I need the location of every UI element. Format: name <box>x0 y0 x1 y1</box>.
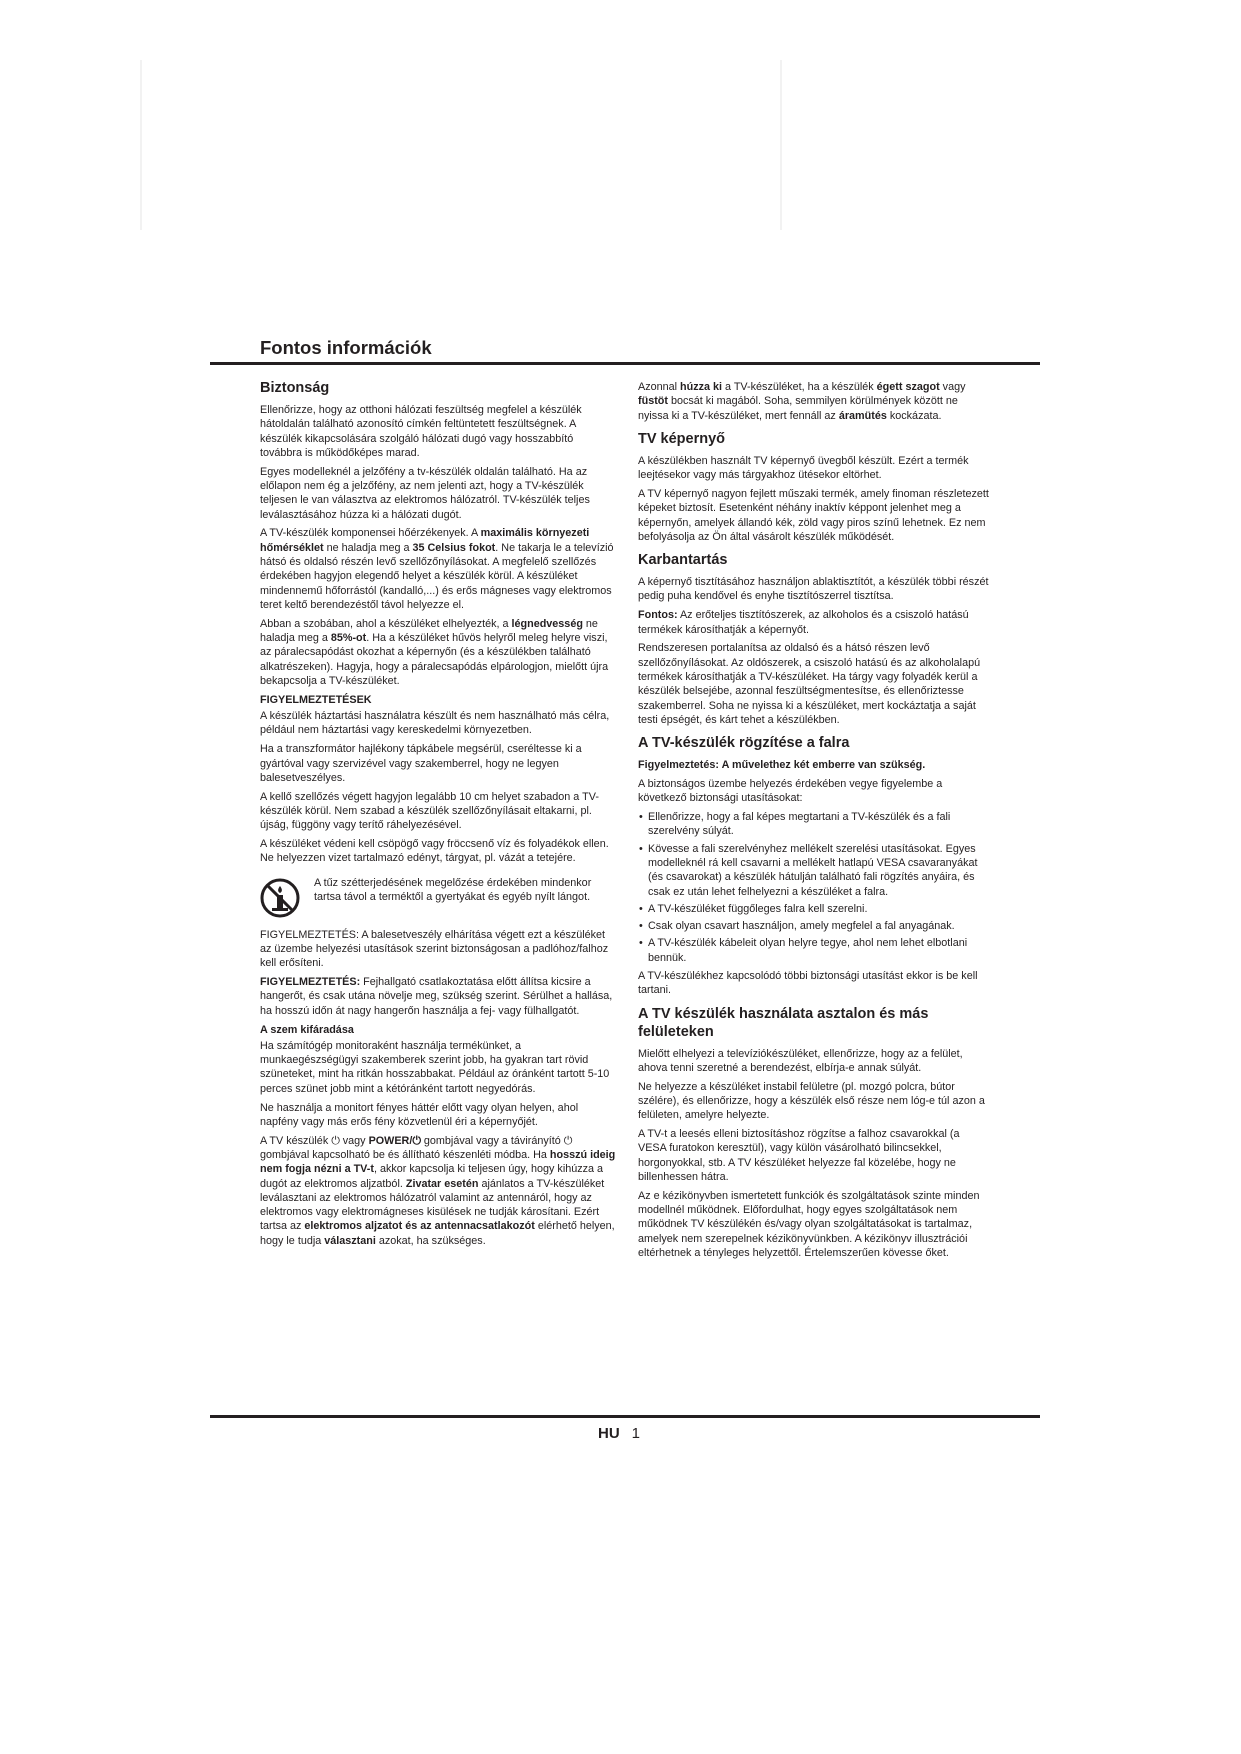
maintenance-paragraph: A képernyő tisztításához használjon ablaktisztítót, a készülék többi részét pedig puha kendővel és enyhe tisztítószerrel tisztítsa. <box>638 576 989 603</box>
warnings-heading: FIGYELMEZTETÉSEK <box>260 694 372 707</box>
safety-heading: Biztonság <box>260 380 330 396</box>
wall-mount-intro: A biztonságos üzembe helyezés érdekében vegye figyelembe a következő biztonsági utasításokat: <box>638 777 943 805</box>
list-item: • A TV-készüléket függőleges falra kell szerelni. <box>648 902 990 916</box>
fire-warning-text: A tűz szétterjedésének megelőzése érdekében mindenkor tartsa távol a terméktől a gyertyákat és egyéb nyílt lángot. <box>314 876 592 903</box>
tv-screen-heading: TV képernyő <box>638 430 726 447</box>
wall-mount-heading: A TV-készülék rögzítése a falra <box>638 735 850 752</box>
eye-paragraph: Ha számítógép monitoraként használja termékünket, a munkaegészségügyi szakemberek szerint jobb, ha gyakran tart rövid szüneteket, mint ha ritkán hosszabbakat. Például az óránként tartott 5-10 perces szünet jobb mint a kétóránként tartott negyedórás. <box>260 1039 610 1095</box>
maintenance-paragraph: Fontos: Az erőteljes tisztítószerek, az alkoholos és a csiszoló hatású termékek károsíthatják a képernyőt. <box>638 609 969 636</box>
page-number: 1 <box>631 1425 641 1442</box>
footer-rule <box>210 1415 1040 1418</box>
left-column <box>260 379 616 1253</box>
table-paragraph: A TV-t a leesés elleni biztosításhoz rögzítse a falhoz csavarokkal (a VESA furatokon keresztül), vagy külön vásárolható bilincsekkel, horgonyokkal, stb. A TV készüléket helyezze fal közelébe, hogy ne billenhessen hátra. <box>638 1128 960 1183</box>
scan-artifact-right <box>780 60 782 230</box>
wall-mount-warning: Figyelmeztetés: A művelethez két emberre van szükség. <box>638 759 926 772</box>
header-rule <box>210 362 1040 365</box>
warning-paragraph: Ha a transzformátor hajlékony tápkábele megsérül, cseréltesse ki a gyártóval vagy szervizével vagy szakemberrel, hogy ne legyen balesetveszélyes. <box>260 743 582 784</box>
maintenance-heading: Karbantartás <box>638 552 728 569</box>
table-paragraph: Mielőtt elhelyezi a televíziókészüléket, ellenőrizze, hogy az a felület, ahova tenni szeretné a berendezést, elbírja-e annak súlyát. <box>638 1047 963 1074</box>
wall-mount-list <box>638 810 990 965</box>
safety-paragraph: Egyes modelleknél a jelzőfény a tv-készülék oldalán található. Ha az előlapon nem ég a jelzőfény, az nem jelenti azt, hogy a TV-készülék teljesen le van választva az elektromos hálózatról. TV-készülék teljes leválasztásához húzza ki a hálózati dugót. <box>260 465 590 521</box>
safety-paragraph: Ellenőrizze, hogy az otthoni hálózati feszültség megfelel a készülék hátoldalán található azonosító címkén feltüntetett feszültségnek. A készülék kikapcsolására szolgáló hálózati dugó vagy hosszabbító továbbra is működőképes marad. <box>260 404 582 459</box>
eye-paragraph: A TV készülék ⏻ vagy POWER/⏻ gombjával vagy a távirányító ⏻ gombjával kapcsolható be és állítható készenléti módba. Ha hosszú ideig nem fogja nézni a TV-t, akkor kapcsolja ki teljesen úgy, hogy kihúzza a dugót az elektromos aljzatból. Zivatar esetén ajánlatos a TV-készüléket leválasztani az elektromos hálózatról valamint az antennáról, hogy az elektromos vagy elektromágneses kisülések ne tudják károsítani. Ezért tartsa az elektromos aljzatot és az antennacsatlakozót elérhető helyen, hogy le tudja választani azokat, ha szükséges. <box>260 1134 616 1247</box>
wall-mount-outro: A TV-készülékhez kapcsolódó többi biztonsági utasítást ekkor is be kell tartani. <box>638 970 978 997</box>
scan-artifact-left <box>140 60 142 230</box>
safety-paragraph: A TV-készülék komponensei hőérzékenyek. A maximális környezeti hőmérséklet ne haladja meg a 35 Celsius fokot. Ne takarja le a televízió hátsó és oldalsó részén levő szellőzőnyílásokat. A megfelelő szellőzés érdekében hagyjon elegendő helyet a készülék körül. A készüléket mindennemű hőforrástól (kandalló,...) és erős mágneses vagy elektromos teret keltő berendezéstől távol helyezze el. <box>260 527 614 611</box>
list-item: • Kövesse a fali szerelvényhez mellékelt szerelési utasításokat. Egyes modelleknél rá kell csavarni a mellékelt hatlapú VESA csavaranyákat (és csavarokat) a készülék hátulján található fali rögzítés anyáira, és csak ez után lehet felhelyezni a készüléket a falra. <box>648 842 990 899</box>
table-paragraph: Ne helyezze a készüléket instabil felületre (pl. mozgó polcra, bútor szélére), és ellenőrizze, hogy a készülék első része nem lóg-e túl azon a felületen, amelyre helyezte. <box>638 1080 985 1122</box>
screen-paragraph: A TV képernyő nagyon fejlett műszaki termék, amely finoman részletezett képeket biztosít. Esetenként néhány inaktív képpont jelenhet meg a képernyőn, amelyek állandó kék, zöld vagy piros színű lehetnek. Ez nem befolyásolja az Ön által vásárolt készülék működését. <box>638 487 989 543</box>
right-column <box>638 380 990 1265</box>
warning-paragraph: A kellő szellőzés végett hagyjon legalább 10 cm helyet szabadon a TV-készülék körül. Nem szabad a készülék szellőzőnyílásait eltakarni, pl. újság, függöny vagy terítő ráhelyezésével. <box>260 790 599 832</box>
no-candle-icon <box>260 878 300 918</box>
list-item: • Csak olyan csavart használjon, amely megfelel a fal anyagának. <box>648 919 990 933</box>
fire-warning <box>260 876 616 918</box>
table-paragraph: Az e kézikönyvben ismertetett funkciók és szolgáltatások szinte minden modellnél működnek. Előfordulhat, hogy egyes szolgáltatások nem működnek TV készülékén és/vagy olyan szolgáltatásokat is tartalmaz, amelyek nem szerepelnek kézikönyvünkben. A kézikönyv illusztrációi eltérhetnek a tényleges helyzettől. Értelemszerűen kövesse őket. <box>638 1189 980 1259</box>
language-code: HU <box>598 1425 620 1442</box>
eye-paragraph: Ne használja a monitort fényes háttér előtt vagy olyan helyen, ahol napfény vagy más erős fény közvetlenül éri a képernyőjét. <box>260 1101 579 1128</box>
warning-paragraph: A készülék háztartási használatra készült és nem használható más célra, például nem háztartási vagy kereskedelmi környezetben. <box>260 710 610 737</box>
list-item: • A TV-készülék kábeleit olyan helyre tegye, ahol nem lehet elbotlani bennük. <box>648 936 990 965</box>
page-footer <box>598 1425 640 1442</box>
maintenance-paragraph: Rendszeresen portalanítsa az oldalsó és a hátsó részen levő szellőzőnyílásokat. Az oldószerek, a csiszoló hatású és az alkoholalapú termékek károsíthatják a TV-készüléket. Ha tárgy vagy folyadék kerül a készülék belsejébe, azonnal feszültségmentesítse, és ellenőriztesse szakemberrel. Soha ne nyissa ki a készüléket, mert kockáztatja a saját testi épségét, és kárt tehet a készülékben. <box>638 642 981 726</box>
table-use-heading: A TV készülék használata asztalon és más felületeken <box>638 1005 929 1040</box>
warning-paragraph: FIGYELMEZTETÉS: Fejhallgató csatlakoztatása előtt állítsa kicsire a hangerőt, és csak utána növelje meg, szükség szerint. Sérülhet a hallása, ha hosszú időn át nagy hangerőn használja a fej- vagy fülhallgatót. <box>260 976 613 1017</box>
unplug-paragraph: Azonnal húzza ki a TV-készüléket, ha a készülék égett szagot vagy füstöt bocsát ki magából. Soha, semmilyen körülmények között ne nyissa ki a TV-készüléket, mert fennáll az áramütés kockázata. <box>638 381 966 422</box>
warning-paragraph: A készüléket védeni kell csöpögő vagy fröccsenő víz és folyadékok ellen. Ne helyezzen vizet tartalmazó edényt, tárgyat, pl. vázát a tetejére. <box>260 838 609 865</box>
safety-paragraph: Abban a szobában, ahol a készüléket elhelyezték, a légnedvesség ne haladja meg a 85%-ot. Ha a készüléket hűvös helyről meleg helyre viszi, az páralecsapódást okozhat a képernyőn (és a készülékben található alkatrészeken). Hagyja, hogy a páralecsapódás elpárologjon, mielőtt újra bekapcsolja a TV-készüléket. <box>260 617 609 687</box>
eye-strain-heading: A szem kifáradása <box>260 1023 354 1036</box>
list-item: • Ellenőrizze, hogy a fal képes megtartani a TV-készülék és a fali szerelvény súlyát. <box>648 810 990 839</box>
warning-paragraph: FIGYELMEZTETÉS: A balesetveszély elhárítása végett ezt a készüléket az üzembe helyezési utasítások szerint biztonságosan a padlóhoz/falhoz kell erősíteni. <box>260 928 609 970</box>
page-title: Fontos információk <box>260 337 432 358</box>
screen-paragraph: A készülékben használt TV képernyő üvegből készült. Ezért a termék leejtésekor vagy más tárgyakhoz ütésekor eltörhet. <box>638 454 969 482</box>
